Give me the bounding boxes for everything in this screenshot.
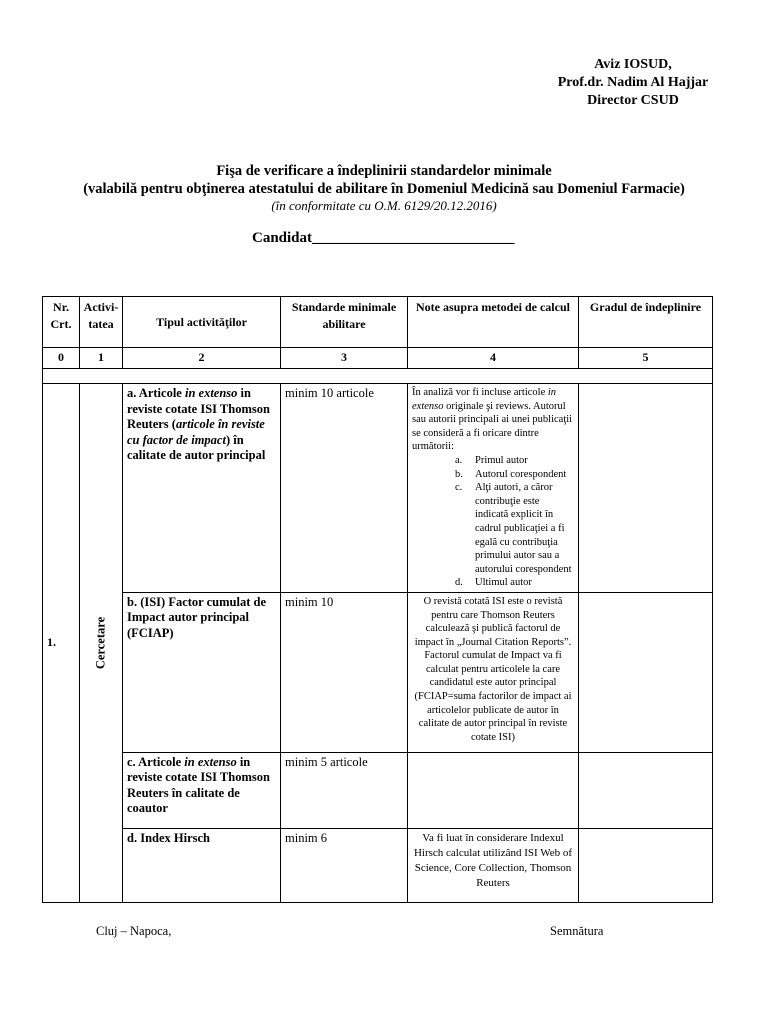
table-row	[43, 384, 713, 593]
title-reference: (în conformitate cu O.M. 6129/20.12.2016)	[271, 198, 497, 213]
header-grad: Gradul de îndeplinire	[579, 297, 713, 348]
header-note: Note asupra metodei de calcul	[408, 297, 579, 348]
note-cell: Va fi luat în considerare Indexul Hirsch calculat utilizând ISI Web of Science, Core Collection, Thomson Reuters	[408, 828, 579, 902]
title-subtitle: (valabilă pentru obţinerea atestatului de abilitare în Domeniul Medicină sau Domeniul Farmacie)	[83, 181, 685, 197]
col-number: 3	[281, 348, 408, 369]
standard-cell: minim 5 articole	[281, 752, 408, 828]
title-main: Fişa de verificare a îndeplinirii standardelor minimale	[216, 163, 552, 179]
header-activitate: Activi-tatea	[80, 297, 123, 348]
activitate-cell	[80, 384, 123, 903]
col-number: 5	[579, 348, 713, 369]
list-item: b. Autorul corespondent	[455, 468, 567, 480]
grad-cell	[579, 828, 713, 902]
table-row	[43, 828, 713, 902]
header-standarde: Standarde minimale abilitare	[281, 297, 408, 348]
grad-cell	[579, 592, 713, 752]
list-item: a. Primul autor	[455, 454, 528, 466]
note-cell: În analiză vor fi incluse articole in extenso originale şi reviews. Autorul sau autorii principali ai unei publicaţii se consideră a fi oricare dintre următorii: a. Primul autor b. Autorul corespondent c. Alţi autori, a căror contribuţie este indicată explicit în cadrul publicaţiei a fi egală cu contribuţia primului autor sau a autorului corespondent d. Ultimul autor	[408, 384, 579, 593]
tip-cell: c. Articole in extenso in reviste cotate ISI Thomson Reuters în calitate de coautor	[123, 752, 281, 828]
activitate-label: Cercetare	[93, 616, 108, 670]
col-number: 2	[123, 348, 281, 369]
col-number: 1	[80, 348, 123, 369]
footer-location: Cluj – Napoca,	[96, 924, 172, 938]
standards-table	[42, 296, 713, 903]
spacer-row	[43, 369, 713, 384]
candidat-field: Candidat___________________________	[252, 230, 515, 246]
header-nr: Nr. Crt.	[43, 297, 80, 348]
aviz-block	[520, 56, 746, 110]
standard-cell: minim 6	[281, 828, 408, 902]
list-item: c. Alţi autori, a căror contribuţie este indicată explicit în cadrul publicaţiei a fi egală cu contribuţia primului autor sau a autorului corespondent	[455, 482, 572, 575]
aviz-line: Aviz IOSUD,	[594, 57, 672, 72]
tip-cell: a. Articole in extenso in reviste cotate ISI Thomson Reuters (articole în reviste cu factor de impact) în calitate de autor principal	[123, 384, 281, 593]
list-item: d. Ultimul autor	[455, 577, 532, 589]
table-row	[43, 752, 713, 828]
row-number: 1.	[43, 384, 80, 903]
tip-cell: b. (ISI) Factor cumulat de Impact autor principal (FCIAP)	[123, 592, 281, 752]
note-cell: O revistă cotată ISI este o revistă pentru care Thomson Reuters calculează şi publică factorul de impact în „Journal Citation Reports”. Factorul cumulat de Impact va fi calculat pentru articolele la care candidatul este autor principal (FCIAP=suma factorilor de impact ai articolelor publicate de autor în calitate de autor principal în reviste cotate ISI)	[408, 592, 579, 752]
document-title	[0, 162, 768, 214]
note-cell	[408, 752, 579, 828]
table-row	[43, 592, 713, 752]
col-number: 4	[408, 348, 579, 369]
column-number-row	[43, 348, 713, 369]
aviz-name: Prof.dr. Nadim Al Hajjar	[557, 75, 709, 90]
standard-cell: minim 10 articole	[281, 384, 408, 593]
tip-cell: d. Index Hirsch	[123, 828, 281, 902]
header-tip: Tipul activităţilor	[123, 297, 281, 348]
aviz-role: Director CSUD	[587, 93, 679, 108]
footer-signature: Semnătura	[550, 924, 604, 938]
standard-cell: minim 10	[281, 592, 408, 752]
col-number: 0	[43, 348, 80, 369]
grad-cell	[579, 752, 713, 828]
grad-cell	[579, 384, 713, 593]
table-header-row	[43, 297, 713, 348]
note-list	[412, 454, 574, 590]
